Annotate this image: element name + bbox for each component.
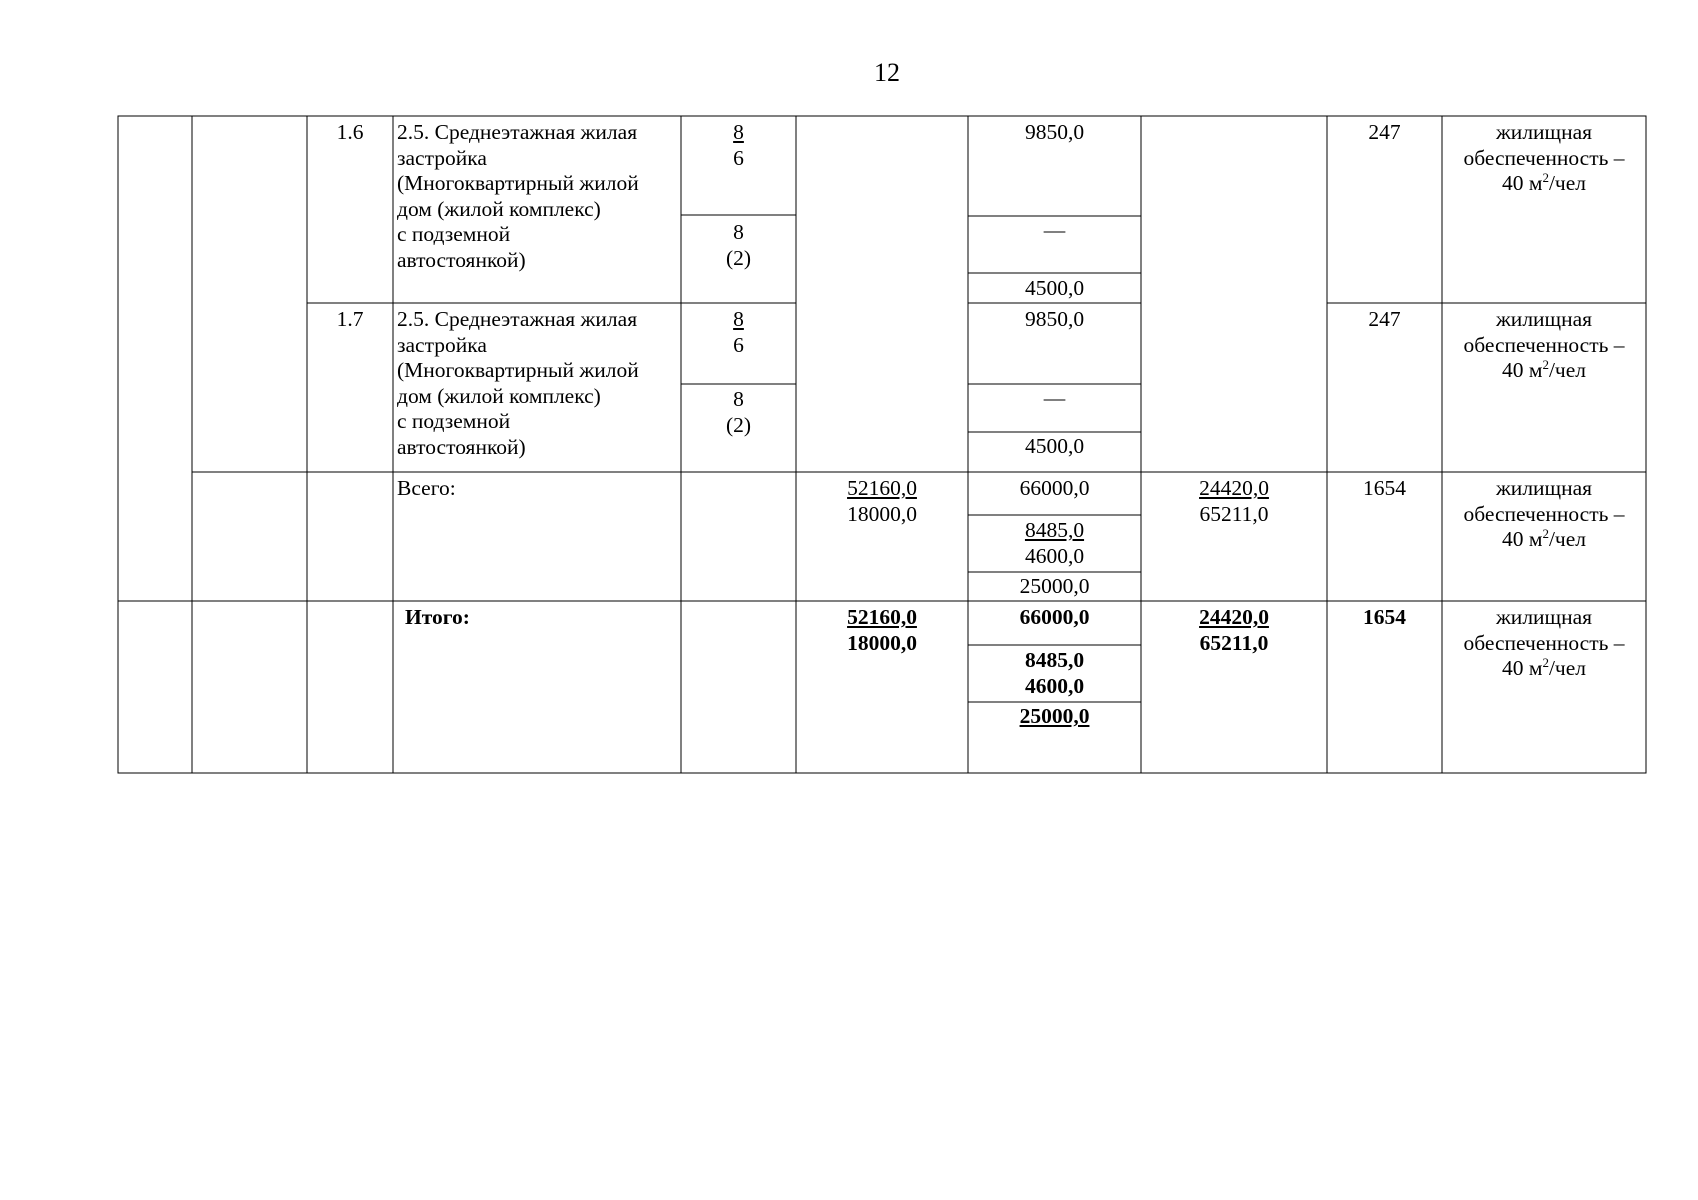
- area-value: 9850,0: [1024, 307, 1085, 331]
- residents-count: 247: [1368, 120, 1401, 144]
- total-label: Итого:: [405, 605, 470, 629]
- area-dash: —: [1043, 218, 1066, 242]
- row-number: 1.7: [336, 307, 364, 331]
- housing-norm: жилищная обеспеченность – 40 $м^2$/чел: [1463, 120, 1625, 195]
- residents-count: 247: [1368, 307, 1401, 331]
- row-number: 1.6: [336, 120, 364, 144]
- residents-count: 1654: [1363, 476, 1406, 500]
- floors-count: 8 6: [733, 120, 744, 170]
- housing-norm: жилищная обеспеченность – 40 $м^2$/чел: [1463, 307, 1625, 382]
- area-breakdown: 8485,0 4600,0: [1024, 648, 1085, 698]
- area-value: 66000,0: [1019, 476, 1090, 500]
- area-breakdown: 8485,0 4600,0: [1024, 518, 1085, 568]
- parking-area: 4500,0: [1024, 276, 1085, 300]
- site-area: 52160,0 18000,0: [847, 605, 917, 655]
- housing-norm: жилищная обеспеченность – 40 $м^2$/чел: [1463, 605, 1625, 680]
- housing-norm: жилищная обеспеченность – 40 $м^2$/чел: [1463, 476, 1625, 551]
- residents-count: 1654: [1363, 605, 1406, 629]
- object-name: 2.5. Среднеэтажная жилая застройка (Многоквартирный жилой дом (жилой комплекс) с подземной автостоянкой): [397, 120, 639, 272]
- total-area-values: 24420,0 65211,0: [1199, 605, 1269, 655]
- site-area: 52160,0 18000,0: [847, 476, 917, 526]
- floors-underground: 8 (2): [725, 387, 752, 437]
- parking-area: 25000,0: [1019, 574, 1090, 598]
- table-border: [118, 116, 1646, 773]
- total-area-values: 24420,0 65211,0: [1199, 476, 1269, 526]
- subtotal-label: Всего:: [397, 476, 456, 500]
- page-number: 12: [874, 58, 900, 87]
- area-dash: —: [1043, 386, 1066, 410]
- floors-count: 8 6: [733, 307, 744, 357]
- object-name: 2.5. Среднеэтажная жилая застройка (Многоквартирный жилой дом (жилой комплекс) с подземной автостоянкой): [397, 307, 639, 459]
- area-value: 66000,0: [1019, 605, 1090, 629]
- floors-underground: 8 (2): [725, 220, 752, 270]
- parking-area: 4500,0: [1024, 434, 1085, 458]
- parking-area: 25000,0: [1019, 704, 1090, 728]
- area-value: 9850,0: [1024, 120, 1085, 144]
